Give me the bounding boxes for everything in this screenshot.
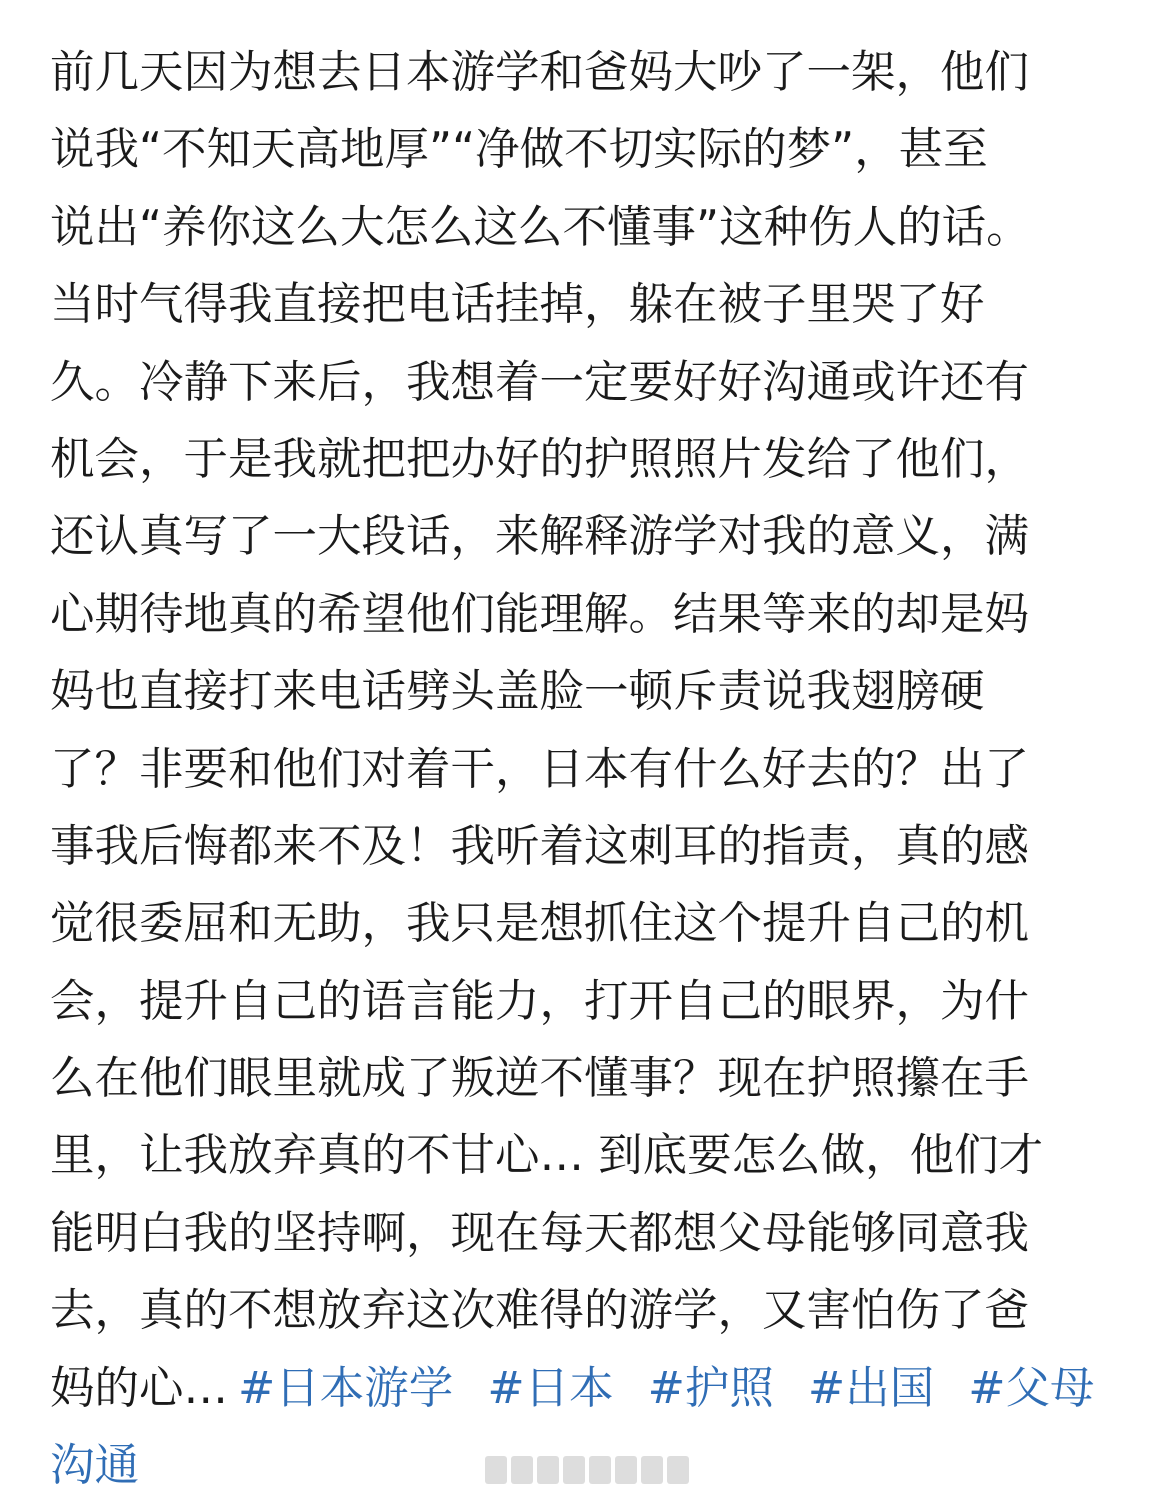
hashtag-link[interactable]: #日本游学 [238,1362,454,1414]
hashtag-link[interactable]: #出国 [807,1362,935,1414]
post-text-line: 还认真写了一大段话，来解释游学对我的意义，满 [50,511,1030,563]
watermark-block [641,1456,663,1484]
watermark-block [563,1456,585,1484]
post-text-line: 说出“养你这么大怎么这么不懂事”这种伤人的话。 [50,201,1031,253]
post-tail-text: 妈的心… [50,1362,229,1414]
hashtag-link[interactable]: #日本 [487,1362,614,1414]
post-text-line: 了？非要和他们对着干，日本有什么好去的？出了 [50,743,1030,795]
post-text-line: 前几天因为想去日本游学和爸妈大吵了一架，他们 [50,47,1030,98]
watermark-block [485,1456,507,1484]
watermark-block [537,1456,559,1484]
post-text-line: 说我“不知天高地厚”“净做不切实际的梦”，甚至 [50,124,988,176]
hashtag-link-continuation[interactable]: 沟通 [50,1440,140,1492]
post-text-line: 心期待地真的希望他们能理解。结果等来的却是妈 [50,588,1030,640]
post-text-line: 么在他们眼里就成了叛逆不懂事？现在护照攥在手 [50,1053,1030,1105]
watermark-block [615,1456,637,1484]
post-text-line: 久。冷静下来后，我想着一定要好好沟通或许还有 [50,356,1030,408]
post-text-line: 觉很委屈和无助，我只是想抓住这个提升自己的机 [50,898,1030,950]
hashtag-link[interactable]: #父母 [968,1362,1095,1414]
watermark-block [589,1456,611,1484]
post-text-line: 能明白我的坚持啊，现在每天都想父母能够同意我 [50,1207,1030,1259]
post-text-line: 妈也直接打来电话劈头盖脸一顿斥责说我翅膀硬 [50,666,985,718]
watermark-block [667,1456,689,1484]
hashtag-link[interactable]: #护照 [647,1362,774,1414]
watermark-block [511,1456,533,1484]
post-text-line: 里，让我放弃真的不甘心… 到底要怎么做，他们才 [50,1130,1044,1182]
post-text-line: 事我后悔都来不及！我听着这刺耳的指责，真的感 [50,820,1030,872]
watermark [485,1456,689,1484]
post-text-line: 去，真的不想放弃这次难得的游学，又害怕伤了爸 [50,1285,1030,1337]
post-body [50,34,1140,1504]
post-text-line: 当时气得我直接把电话挂掉，躲在被子里哭了好 [50,279,985,331]
post-text-line-with-tags [50,1350,1140,1427]
post-text-line: 会，提升自己的语言能力，打开自己的眼界，为什 [50,975,1030,1027]
post-text-line: 机会，于是我就把把办好的护照照片发给了他们， [50,433,1030,485]
